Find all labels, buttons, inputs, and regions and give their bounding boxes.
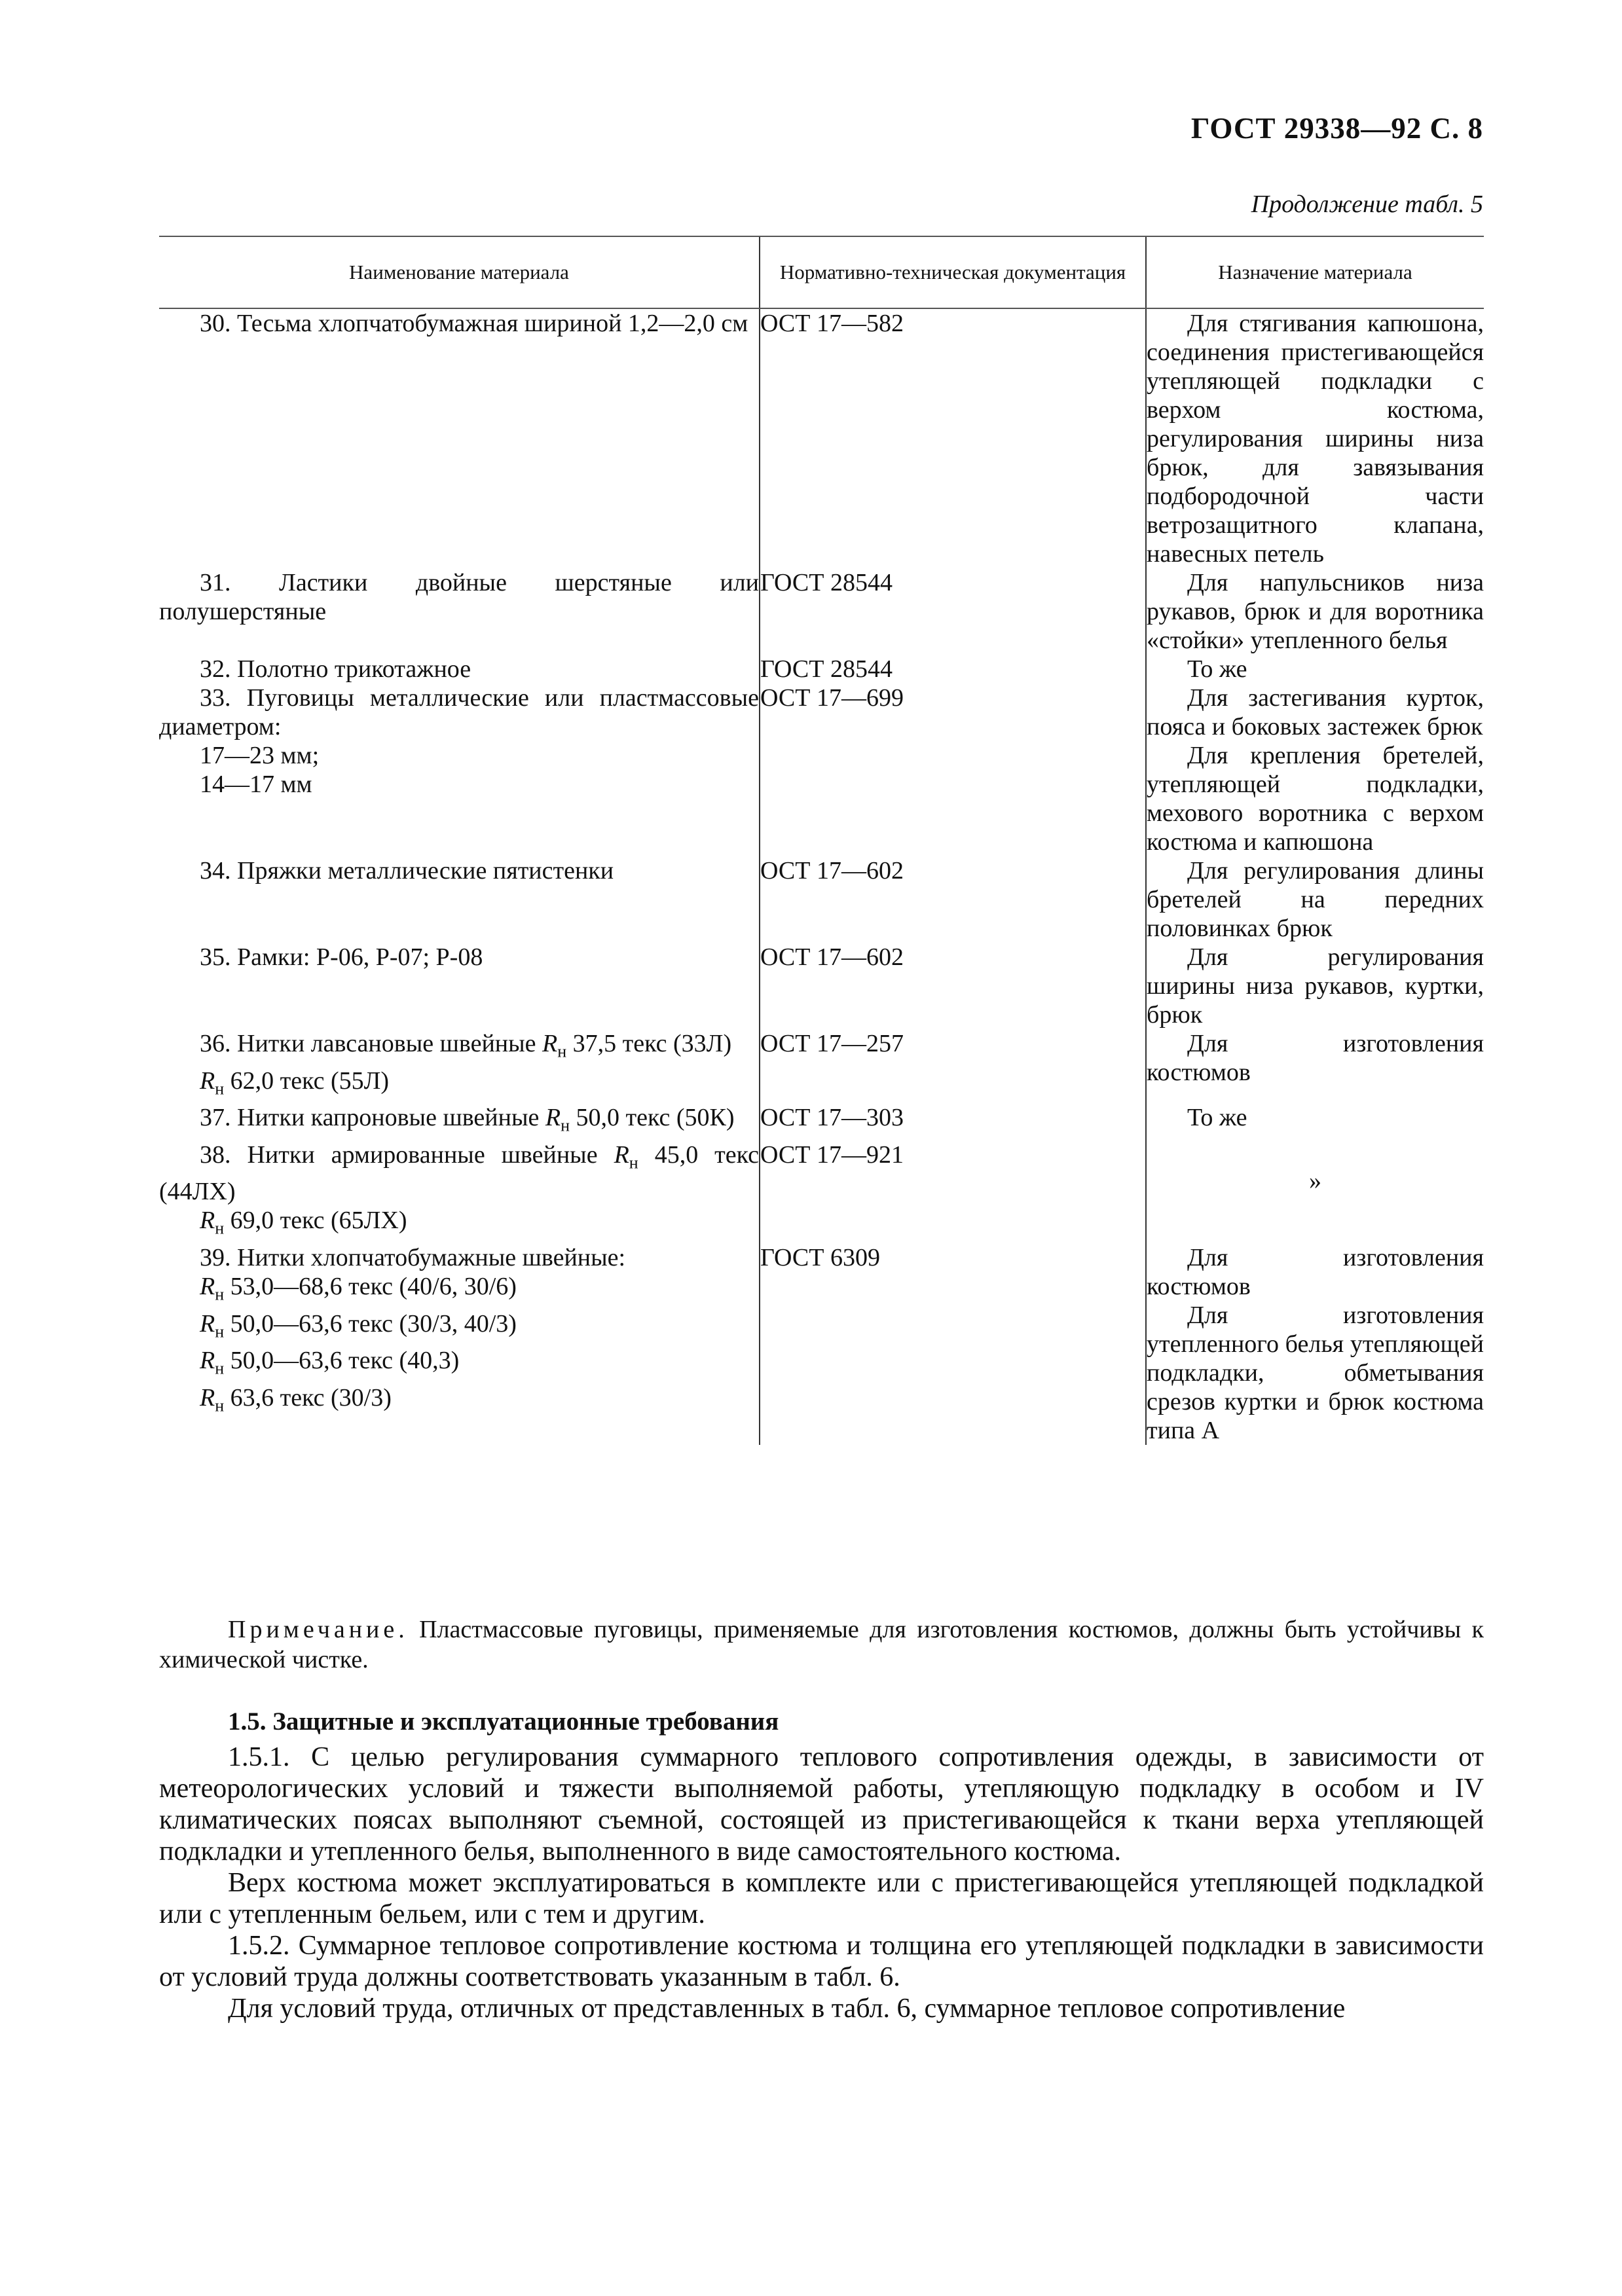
r-symbol: $R_н$ bbox=[542, 1030, 567, 1061]
purpose-cell bbox=[1146, 856, 1484, 943]
table-row bbox=[159, 655, 1484, 683]
material-name: 30. Тесьма хлопчатобумажная шириной 1,2—2,0 см bbox=[200, 310, 748, 337]
table-row bbox=[159, 568, 1484, 655]
table-row bbox=[159, 683, 1484, 856]
table-header-row bbox=[159, 236, 1484, 308]
purpose-text: Для застегивания курток, пояса и боковых застежек брюк bbox=[1147, 684, 1484, 740]
purpose-text: Для изготовления костюмов bbox=[1147, 1030, 1484, 1086]
material-name-cell bbox=[159, 683, 760, 856]
purpose-text: Для напульсников низа рукавов, брюк и для воротника «стойки» утепленного белья bbox=[1147, 569, 1484, 654]
note-text: Пластмассовые пуговицы, применяемые для изготовления костюмов, должны быть устойчивы к химической чистке. bbox=[159, 1616, 1484, 1673]
material-name-cell bbox=[159, 655, 760, 683]
purpose-cell bbox=[1146, 1140, 1484, 1243]
table-row bbox=[159, 943, 1484, 1029]
purpose-cell bbox=[1146, 655, 1484, 683]
table-row bbox=[159, 1140, 1484, 1243]
materials-table bbox=[159, 236, 1484, 1445]
material-name: 34. Пряжки металлические пятистенки bbox=[200, 857, 614, 884]
purpose-text: То же bbox=[1187, 655, 1247, 683]
section-heading: 1.5. Защитные и эксплуатационные требования bbox=[228, 1707, 779, 1736]
material-name-cell bbox=[159, 1243, 760, 1445]
doc-cell: ГОСТ 28544 bbox=[760, 655, 1146, 683]
table-row bbox=[159, 1243, 1484, 1445]
paragraph: Верх костюма может эксплуатироваться в комплекте или с пристегивающейся утепляющей подкладкой или с утепленным бельем, или с тем и другим. bbox=[159, 1868, 1484, 1929]
purpose-cell bbox=[1146, 1243, 1484, 1445]
doc-cell: ОСТ 17—257 bbox=[760, 1029, 1146, 1103]
table-continuation-label: Продолжение табл. 5 bbox=[1251, 191, 1483, 218]
paragraph: 1.5.1. С целью регулирования суммарного теплового сопротивления одежды, в зависимости от метеорологических условий и тяжести выполняемой работы, утепляющую подкладку в особом и IV климатических поясах выполняют съемной, состоящей из пристегивающейся к ткани верха утепляющей подкладки и утепленного белья, выполненного в виде самостоятельного костюма. bbox=[159, 1742, 1484, 1867]
section-body bbox=[159, 1706, 1484, 2024]
doc-cell: ОСТ 17—699 bbox=[760, 683, 1146, 856]
material-subitem: $R_н$ 69,0 текс (65ЛХ) bbox=[200, 1207, 407, 1238]
material-name: 38. Нитки армированные швейные $R_н$ 45,0 текс (44ЛХ) bbox=[159, 1140, 760, 1206]
material-name: 39. Нитки хлопчатобумажные швейные: bbox=[200, 1243, 626, 1271]
material-subitem: $R_н$ 53,0—68,6 текс (40/6, 30/6) bbox=[200, 1272, 517, 1304]
purpose-text: Для стягивания капюшона, соединения пристегивающейся утепляющей подкладки с верхом костюма, регулирования ширины низа брюк, для завязывания подбородочной части ветрозащитного клапана, навесных петель bbox=[1147, 310, 1484, 568]
doc-cell: ГОСТ 6309 bbox=[760, 1243, 1146, 1445]
r-symbol: $R_н$ bbox=[614, 1140, 638, 1173]
table-row bbox=[159, 1029, 1484, 1103]
table-row bbox=[159, 308, 1484, 568]
paragraph: 1.5.2. Суммарное тепловое сопротивление костюма и толщина его утепляющей подкладки в зависимости от условий труда должны соответствовать указанным в табл. 6. bbox=[159, 1931, 1484, 1992]
purpose-cell bbox=[1146, 1103, 1484, 1140]
r-symbol: $R_н$ bbox=[200, 1383, 225, 1415]
material-subitem: 17—23 мм; bbox=[200, 742, 320, 769]
material-name: 32. Полотно трикотажное bbox=[200, 655, 471, 683]
doc-cell: ОСТ 17—582 bbox=[760, 308, 1146, 568]
purpose-cell bbox=[1146, 1029, 1484, 1103]
purpose-text: Для крепления бретелей, утепляющей подкладки, мехового воротника с верхом костюма и капюшона bbox=[1147, 742, 1484, 856]
purpose-text: То же bbox=[1187, 1104, 1247, 1132]
r-symbol: $R_н$ bbox=[200, 1272, 225, 1304]
material-name: 33. Пуговицы металлические или пластмассовые диаметром: bbox=[159, 684, 759, 740]
doc-cell: ОСТ 17—921 bbox=[760, 1140, 1146, 1243]
doc-cell: ГОСТ 28544 bbox=[760, 568, 1146, 655]
material-name-cell bbox=[159, 1140, 760, 1243]
doc-cell: ОСТ 17—303 bbox=[760, 1103, 1146, 1140]
purpose-text: Для регулирования длины бретелей на передних половинках брюк bbox=[1147, 857, 1484, 942]
document-header: ГОСТ 29338—92 С. 8 bbox=[1190, 112, 1483, 145]
material-name-cell bbox=[159, 1103, 760, 1140]
purpose-text: Для изготовления костюмов bbox=[1147, 1243, 1484, 1300]
material-name: 35. Рамки: Р-06, Р-07; Р-08 bbox=[200, 943, 483, 971]
doc-cell: ОСТ 17—602 bbox=[760, 856, 1146, 943]
purpose-cell bbox=[1146, 943, 1484, 1029]
table-note bbox=[159, 1614, 1484, 1675]
r-symbol: $R_н$ bbox=[200, 1207, 225, 1238]
material-subitem: $R_н$ 50,0—63,6 текс (30/3, 40/3) bbox=[200, 1309, 517, 1341]
purpose-cell bbox=[1146, 308, 1484, 568]
r-symbol: $R_н$ bbox=[200, 1066, 225, 1099]
r-symbol: $R_н$ bbox=[545, 1104, 570, 1135]
doc-cell: ОСТ 17—602 bbox=[760, 943, 1146, 1029]
table-row bbox=[159, 1103, 1484, 1140]
material-subitem: $R_н$ 50,0—63,6 текс (40,3) bbox=[200, 1347, 460, 1378]
purpose-cell bbox=[1146, 568, 1484, 655]
table-row bbox=[159, 856, 1484, 943]
column-header-doc: Нормативно-техническая документация bbox=[760, 236, 1146, 308]
material-name-cell bbox=[159, 856, 760, 943]
material-subitem: $R_н$ 63,6 текс (30/3) bbox=[200, 1383, 392, 1415]
material-name: 31. Ластики двойные шерстяные или полушерстяные bbox=[159, 569, 759, 625]
purpose-text: Для регулирования ширины низа рукавов, куртки, брюк bbox=[1147, 943, 1484, 1029]
note-lead: Примечание. bbox=[228, 1616, 409, 1643]
material-name: 37. Нитки капроновые швейные $R_н$ 50,0 текс (50К) bbox=[200, 1104, 735, 1135]
material-name: 36. Нитки лавсановые швейные $R_н$ 37,5 текс (33Л) bbox=[200, 1030, 732, 1061]
material-name-cell bbox=[159, 943, 760, 1029]
material-subitem: $R_н$ 62,0 текс (55Л) bbox=[200, 1066, 390, 1099]
material-name-cell bbox=[159, 308, 760, 568]
material-subitem: 14—17 мм bbox=[200, 771, 312, 798]
purpose-text: » bbox=[1309, 1167, 1321, 1195]
paragraph: Для условий труда, отличных от представленных в табл. 6, суммарное тепловое сопротивление bbox=[228, 1994, 1346, 2024]
material-name-cell bbox=[159, 568, 760, 655]
r-symbol: $R_н$ bbox=[200, 1347, 225, 1378]
purpose-text: Для изготовления утепленного белья утепляющей подкладки, обметывания срезов куртки и брюк костюма типа А bbox=[1147, 1301, 1484, 1444]
column-header-purpose: Назначение материала bbox=[1146, 236, 1484, 308]
purpose-cell bbox=[1146, 683, 1484, 856]
column-header-name: Наименование материала bbox=[159, 236, 760, 308]
r-symbol: $R_н$ bbox=[200, 1309, 225, 1341]
material-name-cell bbox=[159, 1029, 760, 1103]
